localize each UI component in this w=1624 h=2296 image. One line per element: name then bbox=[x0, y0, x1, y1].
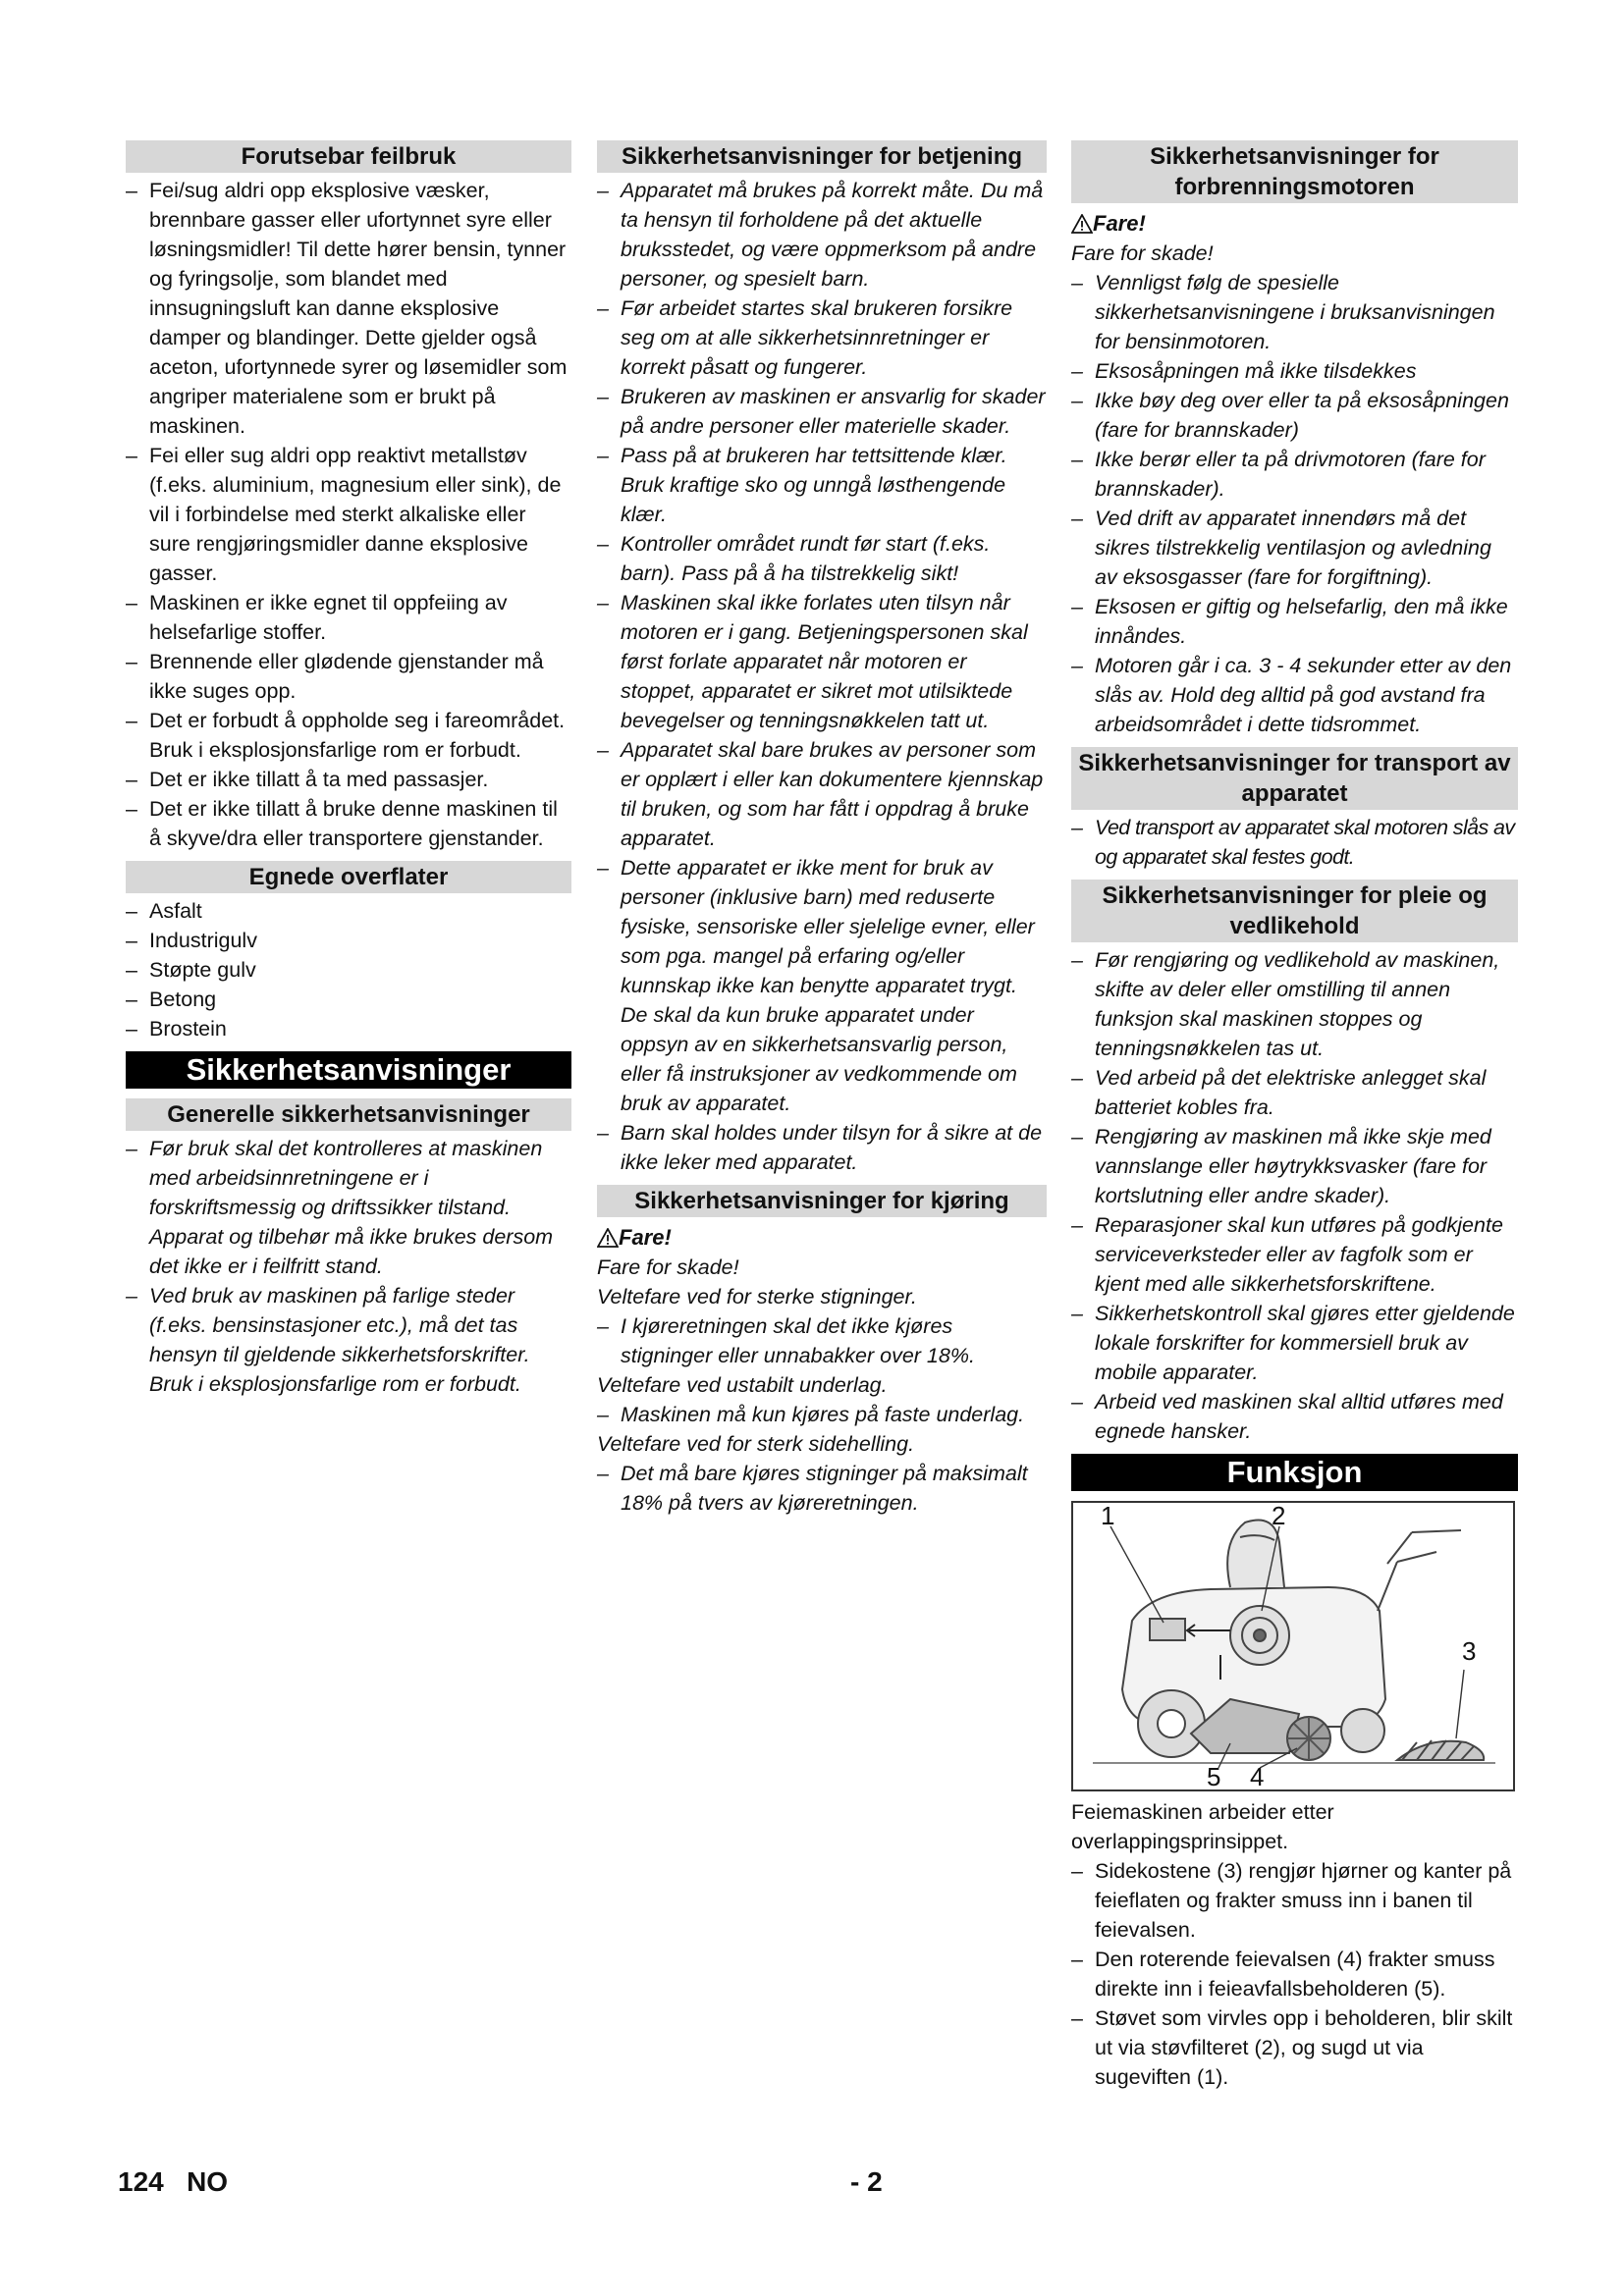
figure-label-2: 2 bbox=[1272, 1503, 1286, 1530]
funksjon-intro: Feiemaskinen arbeider etter overlappingsprinsippet. bbox=[1071, 1800, 1334, 1853]
list-item: – Det er ikke tillatt å ta med passasjer. bbox=[126, 765, 571, 794]
list-item: – Fei eller sug aldri opp reaktivt metallstøv (f.eks. aluminium, magnesium eller sink), de vil i forbindelse med sterkt alkaliske eller sure rengjøringsmidler danne eksplosive gasser. bbox=[126, 441, 571, 588]
list-item: – Vennligst følg de spesielle sikkerhetsanvisningene i bruksanvisningen for bensinmotoren. bbox=[1071, 268, 1518, 356]
list-item: – Den roterende feievalsen (4) frakter smuss direkte inn i feieavfallsbeholderen (5). bbox=[1071, 1945, 1518, 2003]
language-code: NO bbox=[187, 2166, 229, 2197]
list-item: – Brukeren av maskinen er ansvarlig for skader på andre personer eller materielle skader. bbox=[597, 382, 1047, 441]
list-item: – Dette apparatet er ikke ment for bruk av personer (inklusive barn) med reduserte fysiske, sensoriske eller sjelelige evner, eller som pga. mangel på erfaring og/eller kunnskap ikke kan benytte apparatet trygt. De skal da kun bruke apparatet under oppsyn av en sikkerhetsansvarlig person, eller få instruksjoner av vedkommende om bruk av apparatet. bbox=[597, 853, 1047, 1118]
warning-label bbox=[597, 1223, 1047, 1253]
list-item: – Rengjøring av maskinen må ikke skje med vannslange eller høytrykksvasker (fare for kortslutning eller andre skader). bbox=[1071, 1122, 1518, 1210]
list-item: – Støpte gulv bbox=[126, 955, 571, 985]
list-kjoring-2 bbox=[597, 1400, 1047, 1429]
list-kjoring-1 bbox=[597, 1311, 1047, 1370]
figure-label-4: 4 bbox=[1250, 1762, 1265, 1789]
list-item: – Sikkerhetskontroll skal gjøres etter gjeldende lokale forskrifter for kommersiell bruk av mobile apparater. bbox=[1071, 1299, 1518, 1387]
warning-text: Fare! bbox=[619, 1225, 672, 1250]
heading-kjoring: Sikkerhetsanvisninger for kjøring bbox=[597, 1185, 1047, 1217]
heading-pleie-vedlikehold: Sikkerhetsanvisninger for pleie og vedlikehold bbox=[1071, 880, 1518, 942]
list-item: – Motoren går i ca. 3 - 4 sekunder etter av den slås av. Hold deg alltid på god avstand fra arbeidsområdet i dette tidsrommet. bbox=[1071, 651, 1518, 739]
list-item: – Det er ikke tillatt å bruke denne maskinen til å skyve/dra eller transportere gjenstander. bbox=[126, 794, 571, 853]
warning-label bbox=[1071, 209, 1518, 239]
list-item: – Ved transport av apparatet skal motoren slås av og apparatet skal festes godt. bbox=[1071, 813, 1518, 872]
list-betjening bbox=[597, 176, 1047, 1177]
figure-label-1: 1 bbox=[1101, 1503, 1115, 1530]
heading-betjening: Sikkerhetsanvisninger for betjening bbox=[597, 140, 1047, 173]
list-item: – Støvet som virvles opp i beholderen, blir skilt ut via støvfilteret (2), og sugd ut via sugeviften (1). bbox=[1071, 2003, 1518, 2092]
list-item: – Eksosen er giftig og helsefarlig, den må ikke innåndes. bbox=[1071, 592, 1518, 651]
list-item: – Pass på at brukeren har tettsittende klær. Bruk kraftige sko og unngå løsthengende klær. bbox=[597, 441, 1047, 529]
column-middle bbox=[597, 140, 1047, 1525]
page-number: 124 bbox=[118, 2166, 164, 2197]
list-egnede-overflater bbox=[126, 896, 571, 1043]
figure-label-3: 3 bbox=[1462, 1636, 1477, 1666]
heading-egnede-overflater: Egnede overflater bbox=[126, 861, 571, 893]
page-footer-left bbox=[118, 2166, 228, 2198]
list-item: – Før arbeidet startes skal brukeren forsikre seg om at alle sikkerhetsinnretninger er korrekt påsatt og fungerer. bbox=[597, 294, 1047, 382]
list-item: – Kontroller området rundt før start (f.eks. barn). Pass på å ha tilstrekkelig sikt! bbox=[597, 529, 1047, 588]
sweeper-illustration bbox=[1073, 1503, 1513, 1789]
list-funksjon bbox=[1071, 1856, 1518, 2092]
figure-label-5: 5 bbox=[1207, 1762, 1221, 1789]
list-forutsebar-feilbruk bbox=[126, 176, 571, 853]
list-item: – I kjøreretningen skal det ikke kjøres stigninger eller unnabakker over 18%. bbox=[597, 1311, 1047, 1370]
list-item: – Apparatet skal bare brukes av personer som er opplært i eller kan dokumentere kjennskap til bruken, og som har fått i oppdrag å bruke apparatet. bbox=[597, 735, 1047, 853]
warning-triangle-icon bbox=[597, 1228, 619, 1248]
section-title-funksjon: Funksjon bbox=[1071, 1454, 1518, 1491]
list-item: – Det må bare kjøres stigninger på maksimalt 18% på tvers av kjøreretningen. bbox=[597, 1459, 1047, 1518]
list-item: – Sidekostene (3) rengjør hjørner og kanter på feieflaten og frakter smuss inn i banen til feievalsen. bbox=[1071, 1856, 1518, 1945]
list-item: – Eksosåpningen må ikke tilsdekkes bbox=[1071, 356, 1518, 386]
list-item: – Ved arbeid på det elektriske anlegget skal batteriet kobles fra. bbox=[1071, 1063, 1518, 1122]
list-item: – Industrigulv bbox=[126, 926, 571, 955]
column-left bbox=[126, 140, 571, 1407]
section-title-sikkerhetsanvisninger: Sikkerhetsanvisninger bbox=[126, 1051, 571, 1089]
list-item: – Før rengjøring og vedlikehold av maskinen, skifte av deler eller omstilling til annen funksjon skal maskinen stoppes og tenningsnøkkelen tas ut. bbox=[1071, 945, 1518, 1063]
list-item: – Maskinen må kun kjøres på faste underlag. bbox=[597, 1400, 1047, 1429]
list-item: – Fei/sug aldri opp eksplosive væsker, brennbare gasser eller ufortynnet syre eller løsningsmidler! Til dette hører bensin, tynner og fyringsolje, som blandet med innsugningsluft kan danne eksplosive damper og blandinger. Dette gjelder også aceton, ufortynnede syrer og løsemidler som angriper materialene som er brukt på maskinen. bbox=[126, 176, 571, 441]
page-footer-center: - 2 bbox=[850, 2166, 883, 2197]
list-transport bbox=[1071, 813, 1518, 872]
list-item: – Arbeid ved maskinen skal alltid utføres med egnede hansker. bbox=[1071, 1387, 1518, 1446]
list-item: – Brostein bbox=[126, 1014, 571, 1043]
warning-text: Fare! bbox=[1093, 211, 1146, 236]
heading-forutsebar-feilbruk: Forutsebar feilbruk bbox=[126, 140, 571, 173]
sweeper-diagram bbox=[1071, 1501, 1515, 1791]
heading-generelle-sikkerhetsanvisninger: Generelle sikkerhetsanvisninger bbox=[126, 1098, 571, 1131]
list-forbrenningsmotoren bbox=[1071, 268, 1518, 739]
column-right bbox=[1071, 140, 1518, 2100]
heading-forbrenningsmotoren: Sikkerhetsanvisninger for forbrenningsmotoren bbox=[1071, 140, 1518, 203]
list-item: – Asfalt bbox=[126, 896, 571, 926]
list-item: – Ikke berør eller ta på drivmotoren (fare for brannskader). bbox=[1071, 445, 1518, 504]
list-item: – Reparasjoner skal kun utføres på godkjente serviceverksteder eller av fagfolk som er kjent med alle sikkerhetsforskriftene. bbox=[1071, 1210, 1518, 1299]
list-pleie-vedlikehold bbox=[1071, 945, 1518, 1446]
list-kjoring-3 bbox=[597, 1459, 1047, 1518]
list-item: – Barn skal holdes under tilsyn for å sikre at de ikke leker med apparatet. bbox=[597, 1118, 1047, 1177]
text-line: Veltefare ved for sterke stigninger. bbox=[597, 1285, 917, 1308]
text-line: Veltefare ved ustabilt underlag. bbox=[597, 1373, 888, 1397]
list-item: – Ved bruk av maskinen på farlige steder (f.eks. bensinstasjoner etc.), må det tas hensyn til gjeldende sikkerhetsforskrifter. Bruk i eksplosjonsfarlige rom er forbudt. bbox=[126, 1281, 571, 1399]
text-line: Fare for skade! bbox=[1071, 241, 1214, 265]
list-item: – Betong bbox=[126, 985, 571, 1014]
heading-transport: Sikkerhetsanvisninger for transport av apparatet bbox=[1071, 747, 1518, 810]
list-item: – Brennende eller glødende gjenstander må ikke suges opp. bbox=[126, 647, 571, 706]
list-item: – Ved drift av apparatet innendørs må det sikres tilstrekkelig ventilasjon og avledning av eksosgasser (fare for forgiftning). bbox=[1071, 504, 1518, 592]
list-item: – Ikke bøy deg over eller ta på eksosåpningen (fare for brannskader) bbox=[1071, 386, 1518, 445]
warning-triangle-icon bbox=[1071, 214, 1093, 234]
text-line: Fare for skade! bbox=[597, 1255, 739, 1279]
list-item: – Maskinen skal ikke forlates uten tilsyn når motoren er i gang. Betjeningspersonen skal først forlate apparatet når motoren er stoppet, apparatet er sikret mot utilsiktede bevegelser og tenningsnøkkelen tatt ut. bbox=[597, 588, 1047, 735]
list-item: – Apparatet må brukes på korrekt måte. Du må ta hensyn til forholdene på det aktuelle bruksstedet, og være oppmerksom på andre personer, og spesielt barn. bbox=[597, 176, 1047, 294]
list-generelle-sikkerhetsanvisninger bbox=[126, 1134, 571, 1399]
list-item: – Maskinen er ikke egnet til oppfeiing av helsefarlige stoffer. bbox=[126, 588, 571, 647]
text-line: Veltefare ved for sterk sidehelling. bbox=[597, 1432, 915, 1456]
list-item: – Det er forbudt å oppholde seg i fareområdet. Bruk i eksplosjonsfarlige rom er forbudt. bbox=[126, 706, 571, 765]
list-item: – Før bruk skal det kontrolleres at maskinen med arbeidsinnretningene er i forskriftsmessig og driftssikker tilstand. Apparat og tilbehør må ikke brukes dersom det ikke er i feilfritt stand. bbox=[126, 1134, 571, 1281]
